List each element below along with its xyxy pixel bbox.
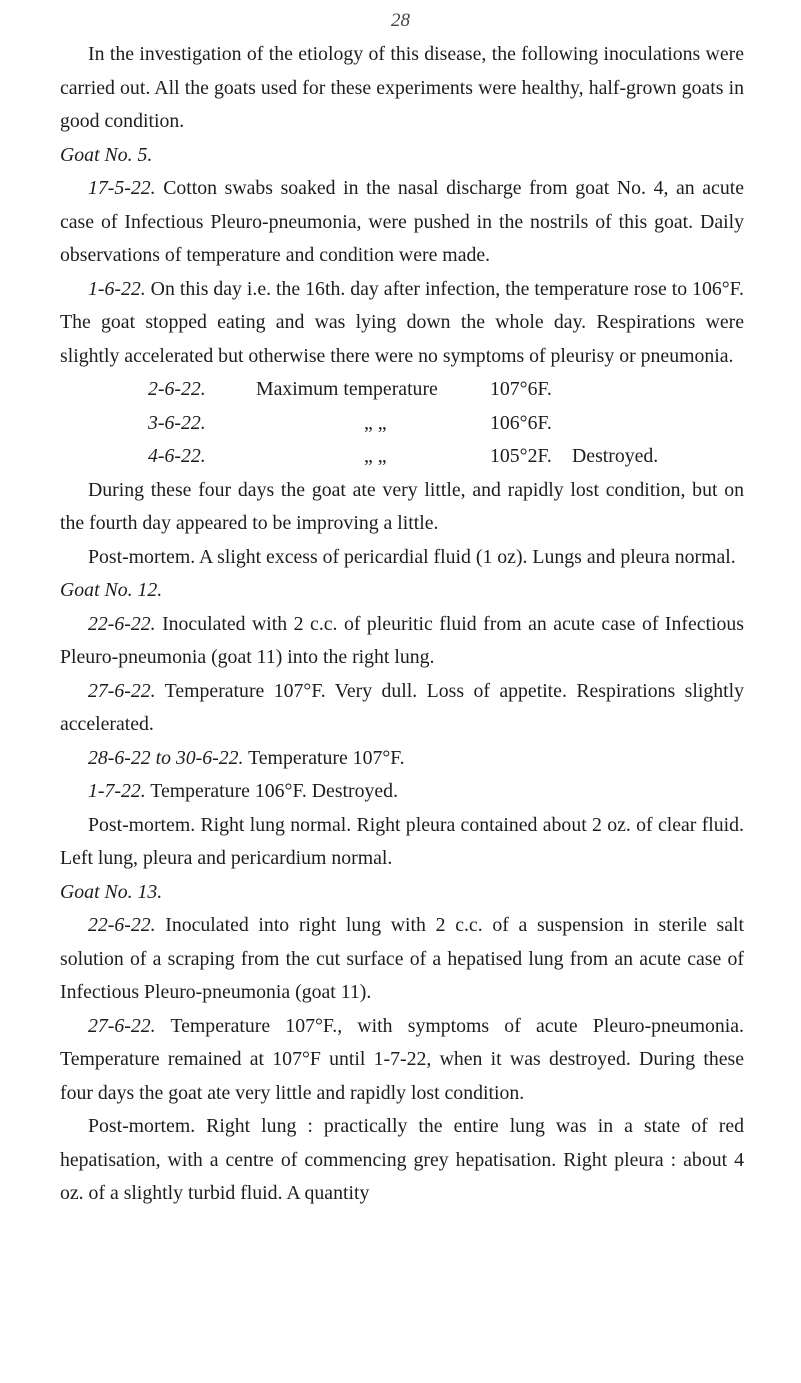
entry-text: On this day i.e. the 16th. day after infection, the temperature rose to 106°F. The goat stopped eating and was lying down the whole day. Respirations were slightly accelerated but otherwise there were no symptoms of pleurisy or pneumonia. bbox=[60, 277, 744, 367]
temp-value: 105°2F. bbox=[490, 445, 552, 467]
temperature-row bbox=[148, 407, 658, 441]
entry-date: 27-6-22. bbox=[88, 1014, 156, 1037]
temp-note bbox=[572, 407, 658, 441]
temp-ditto: „ „ bbox=[364, 411, 387, 434]
goat-12-postmortem: Post-mortem. Right lung normal. Right pleura contained about 2 oz. of clear fluid. Left lung, pleura and pericardium normal. bbox=[60, 813, 744, 869]
entry-text: Cotton swabs soaked in the nasal discharge from goat No. 4, an acute case of Infectious Pleuro-pneumonia, were pushed in the nostrils of this goat. Daily observations of temperature and condition were made. bbox=[60, 177, 744, 266]
goat-12-entry-1 bbox=[60, 608, 744, 675]
entry-date: 17-5-22. bbox=[88, 177, 156, 199]
goat-12-heading: Goat No. 12. bbox=[60, 579, 163, 601]
temp-date: 3-6-22. bbox=[148, 411, 206, 434]
temp-value: 106°6F. bbox=[490, 411, 552, 434]
page-number: 28 bbox=[391, 10, 410, 31]
temp-value: 107°6F. bbox=[490, 378, 552, 400]
goat-12-entry-3 bbox=[60, 742, 744, 776]
temp-date: 4-6-22. bbox=[148, 445, 206, 467]
goat-5-heading: Goat No. 5. bbox=[60, 143, 153, 166]
intro-paragraph: In the investigation of the etiology of this disease, the following inoculations were carried out. All the goats used for these experiments were healthy, half-grown goats in good condition. bbox=[60, 43, 744, 132]
temperature-table bbox=[148, 373, 658, 474]
entry-date: 1-6-22. bbox=[88, 277, 146, 300]
goat-5-postmortem: Post-mortem. A slight excess of pericardial fluid (1 oz). Lungs and pleura normal. bbox=[88, 545, 736, 568]
temperature-row bbox=[148, 373, 658, 407]
goat-12-entry-4 bbox=[60, 775, 744, 809]
entry-text: Inoculated with 2 c.c. of pleuritic fluid from an acute case of Infectious Pleuro-pneumonia (goat 11) into the right lung. bbox=[60, 612, 744, 668]
temp-note: Destroyed. bbox=[572, 445, 659, 467]
temp-note bbox=[572, 373, 658, 407]
entry-date: 22-6-22. bbox=[88, 914, 156, 936]
goat-13-entry-2 bbox=[60, 1010, 744, 1111]
entry-date: 27-6-22. bbox=[88, 679, 156, 702]
entry-date: 28-6-22 to 30-6-22. bbox=[88, 746, 244, 769]
goat-5-entry-2 bbox=[60, 273, 744, 374]
goat-5-summary: During these four days the goat ate very little, and rapidly lost condition, but on the fourth day appeared to be improving a little. bbox=[60, 478, 744, 534]
entry-text: Inoculated into right lung with 2 c.c. of a suspension in sterile salt solution of a scraping from the cut surface of a hepatised lung from an acute case of Infectious Pleuro-pneumonia (goat 11). bbox=[60, 914, 744, 1003]
goat-13-heading: Goat No. 13. bbox=[60, 880, 163, 903]
temp-label: Maximum temperature bbox=[256, 378, 438, 400]
temp-ditto: „ „ bbox=[364, 445, 387, 467]
entry-text: Temperature 107°F. Very dull. Loss of appetite. Respirations slightly accelerated. bbox=[60, 679, 745, 735]
goat-12-entry-2 bbox=[60, 675, 744, 742]
goat-13-postmortem: Post-mortem. Right lung : practically the entire lung was in a state of red hepatisation, with a centre of commencing grey hepatisation. Right pleura : about 4 oz. of a slightly turbid fluid. A quantity bbox=[60, 1115, 744, 1204]
entry-text: Temperature 106°F. Destroyed. bbox=[150, 780, 399, 802]
entry-date: 22-6-22. bbox=[88, 612, 156, 635]
temp-date: 2-6-22. bbox=[148, 378, 206, 400]
goat-5-entry-1 bbox=[60, 172, 744, 273]
temperature-row bbox=[148, 440, 658, 474]
entry-date: 1-7-22. bbox=[88, 780, 146, 802]
entry-text: Temperature 107°F., with symptoms of acute Pleuro-pneumonia. Temperature remained at 107°F until 1-7-22, when it was destroyed. During these four days the goat ate very little and rapidly lost condition. bbox=[60, 1014, 744, 1104]
document-body bbox=[60, 38, 744, 1211]
goat-13-entry-1 bbox=[60, 909, 744, 1010]
entry-text: Temperature 107°F. bbox=[248, 746, 405, 769]
